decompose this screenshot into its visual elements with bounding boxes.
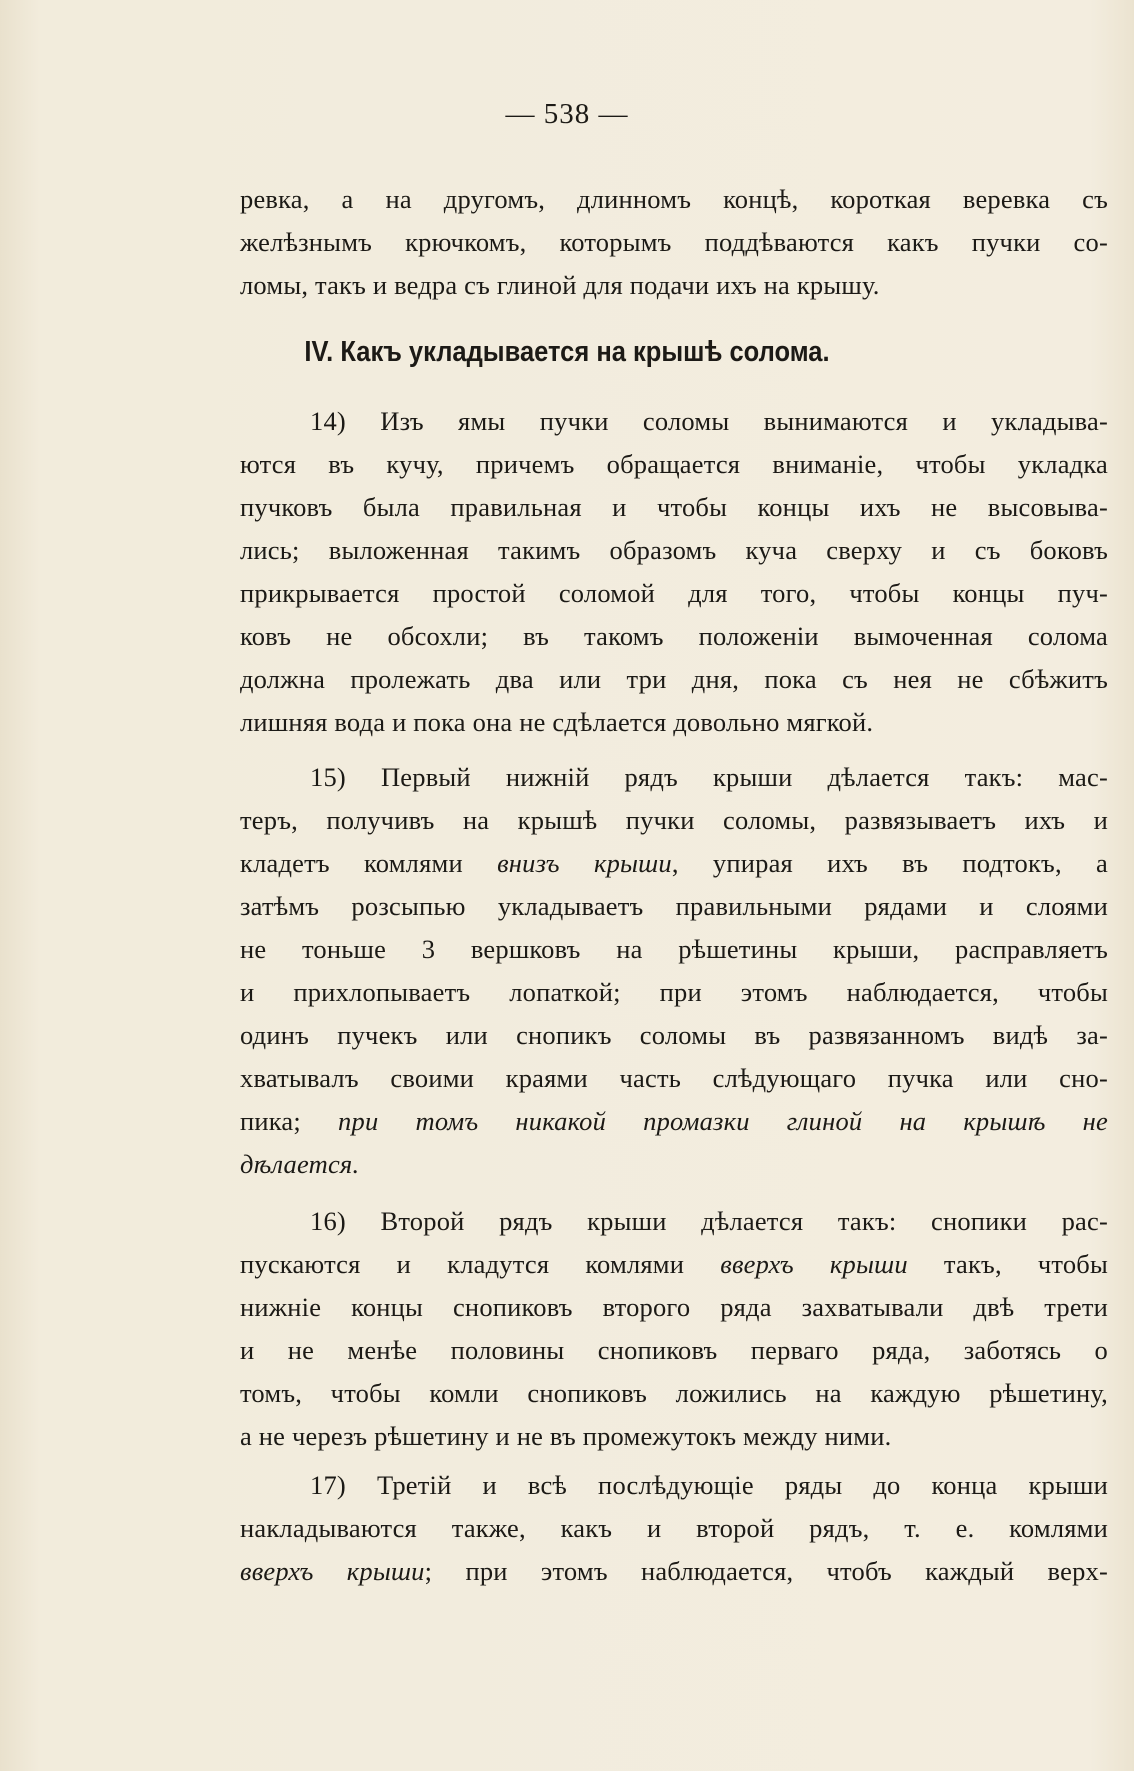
text-line: ковъ не обсохли; въ такомъ положеніи вымоченная солома <box>240 621 1108 651</box>
page-number: — 538 — <box>505 98 629 130</box>
text-line <box>240 1143 1108 1186</box>
paragraph-17 <box>240 1464 1108 1593</box>
text-line: одинъ пучекъ или снопикъ соломы въ развязанномъ видѣ за- <box>240 1020 1108 1050</box>
paragraph-15 <box>240 756 1108 1186</box>
text-line: томъ, чтобы комли снопиковъ ложились на каждую рѣшетину, <box>240 1378 1108 1408</box>
text-line: лись; выложенная такимъ образомъ куча сверху и съ боковъ <box>240 535 1108 565</box>
text-run: кладетъ комлями <box>240 848 498 878</box>
text-run: такъ, чтобы <box>907 1249 1108 1279</box>
text-line <box>240 1100 1108 1143</box>
text-line: желѣзнымъ крючкомъ, которымъ поддѣваются какъ пучки со- <box>240 227 1108 257</box>
italic-text: внизъ крыши <box>497 848 672 878</box>
text-line <box>240 1550 1108 1593</box>
text-line: теръ, получивъ на крышѣ пучки соломы, развязываетъ ихъ и <box>240 805 1108 835</box>
text-line: нижніе концы снопиковъ второго ряда захватывали двѣ трети <box>240 1292 1108 1322</box>
text-line: ются въ кучу, причемъ обращается вниманіе, чтобы укладка <box>240 449 1108 479</box>
text-line: должна пролежать два или три дня, пока съ нея не сбѣжитъ <box>240 664 1108 694</box>
text-line: хватывалъ своими краями часть слѣдующаго пучка или сно- <box>240 1063 1108 1093</box>
text-line <box>240 842 1108 885</box>
text-line: 17) Третій и всѣ послѣдующіе ряды до конца крыши <box>310 1470 1108 1500</box>
text-line: затѣмъ розсыпью укладываетъ правильными рядами и слоями <box>240 891 1108 921</box>
text-line: а не черезъ рѣшетину и не въ промежутокъ между ними. <box>240 1421 892 1451</box>
text-run: пускаются и кладутся комлями <box>240 1249 721 1279</box>
text-line: и прихлопываетъ лопаткой; при этомъ наблюдается, чтобы <box>240 977 1108 1007</box>
text-run: ; при этомъ наблюдается, чтобъ каждый верх- <box>424 1556 1109 1586</box>
text-line: 16) Второй рядъ крыши дѣлается такъ: снопики рас- <box>310 1206 1108 1236</box>
text-line: накладываются также, какъ и второй рядъ, т. е. комлями <box>240 1513 1108 1543</box>
text-line <box>240 1243 1108 1286</box>
italic-text: дѣлается. <box>240 1149 360 1179</box>
text-run: пика; <box>240 1106 339 1136</box>
paragraph-14 <box>240 400 1108 744</box>
text-line: ревка, а на другомъ, длинномъ концѣ, короткая веревка съ <box>240 184 1108 214</box>
text-line: лишняя вода и пока она не сдѣлается довольно мягкой. <box>240 707 874 737</box>
text-line: не тоньше 3 вершковъ на рѣшетины крыши, расправляетъ <box>240 934 1108 964</box>
text-line: ломы, такъ и ведра съ глиной для подачи ихъ на крышу. <box>240 270 880 300</box>
text-line: 14) Изъ ямы пучки соломы вынимаются и укладыва- <box>310 406 1108 436</box>
italic-text: вверхъ крыши <box>720 1249 908 1279</box>
intro-paragraph <box>240 178 1108 307</box>
text-line: 15) Первый нижній рядъ крыши дѣлается такъ: мас- <box>310 762 1108 792</box>
paragraph-16 <box>240 1200 1108 1458</box>
text-line: пучковъ была правильная и чтобы концы ихъ не высовыва- <box>240 492 1108 522</box>
italic-text: при томъ никакой промазки глиной на крышѣ не <box>338 1106 1108 1136</box>
text-run: , упирая ихъ въ подтокъ, а <box>671 848 1108 878</box>
text-line: прикрывается простой соломой для того, чтобы концы пуч- <box>240 578 1108 608</box>
section-heading: IV. Какъ укладывается на крышѣ солома. <box>304 336 830 368</box>
italic-text: вверхъ крыши <box>240 1556 425 1586</box>
text-line: и не менѣе половины снопиковъ перваго ряда, заботясь о <box>240 1335 1108 1365</box>
